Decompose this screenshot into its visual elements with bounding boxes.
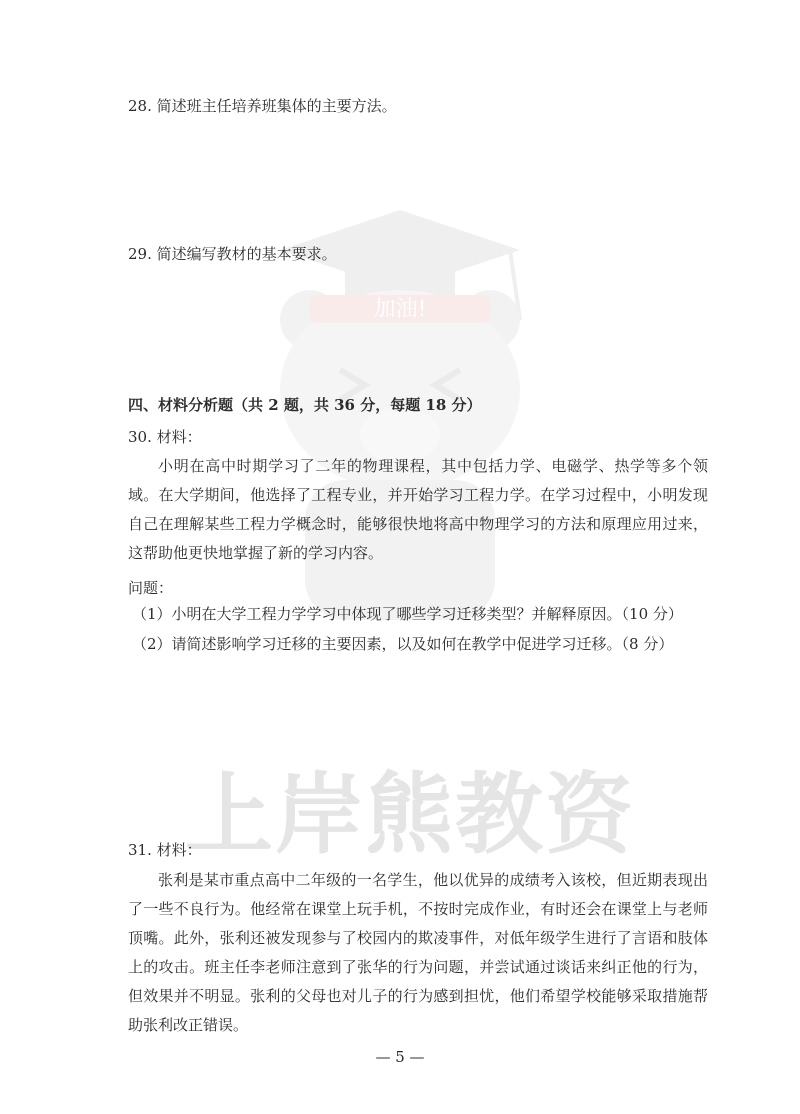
question-29: 29. 简述编写教材的基本要求。 bbox=[128, 245, 337, 263]
question-31-label: 31. 材料： bbox=[128, 841, 202, 859]
question-30-sub2: （2）请简述影响学习迁移的主要因素，以及如何在教学中促进学习迁移。（8 分） bbox=[132, 635, 674, 653]
bear-mascot-watermark bbox=[250, 200, 550, 640]
question-30-question-label: 问题： bbox=[128, 579, 174, 597]
brand-watermark: 上岸熊教资 bbox=[185, 763, 636, 866]
question-28: 28. 简述班主任培养班集体的主要方法。 bbox=[128, 97, 397, 115]
bear-badge-text: 加油! bbox=[373, 297, 427, 322]
question-30-sub1: （1）小明在大学工程力学学习中体现了哪些学习迁移类型？并解释原因。（10 分） bbox=[132, 605, 683, 623]
question-30-label: 30. 材料： bbox=[128, 428, 202, 446]
question-31-material: 张利是某市重点高中二年级的一名学生，他以优异的成绩考入该校，但近期表现出了一些不良行为。他经常在课堂上玩手机，不按时完成作业，有时还会在课堂上与老师顶嘴。此外，张利还被发现参与了校园内的欺凌事件，对低年级学生进行了言语和肢体上的攻击。班主任李老师注意到了张华的行为问题，并尝试通过谈话来纠正他的行为，但效果并不明显。张利的父母也对儿子的行为感到担忧，他们希望学校能够采取措施帮助张利改正错误。 bbox=[128, 871, 708, 1034]
section-4-heading: 四、材料分析题（共 2 题，共 36 分，每题 18 分） bbox=[128, 396, 482, 414]
question-30-material: 小明在高中时期学习了二年的物理课程，其中包括力学、电磁学、热学等多个领域。在大学期间，他选择了工程专业，并开始学习工程力学。在学习过程中，小明发现自己在理解某些工程力学概念时，能够很快地将高中物理学习的方法和原理应用过来，这帮助他更快地掌握了新的学习内容。 bbox=[128, 457, 708, 562]
page-number: — 5 — bbox=[375, 1048, 425, 1066]
